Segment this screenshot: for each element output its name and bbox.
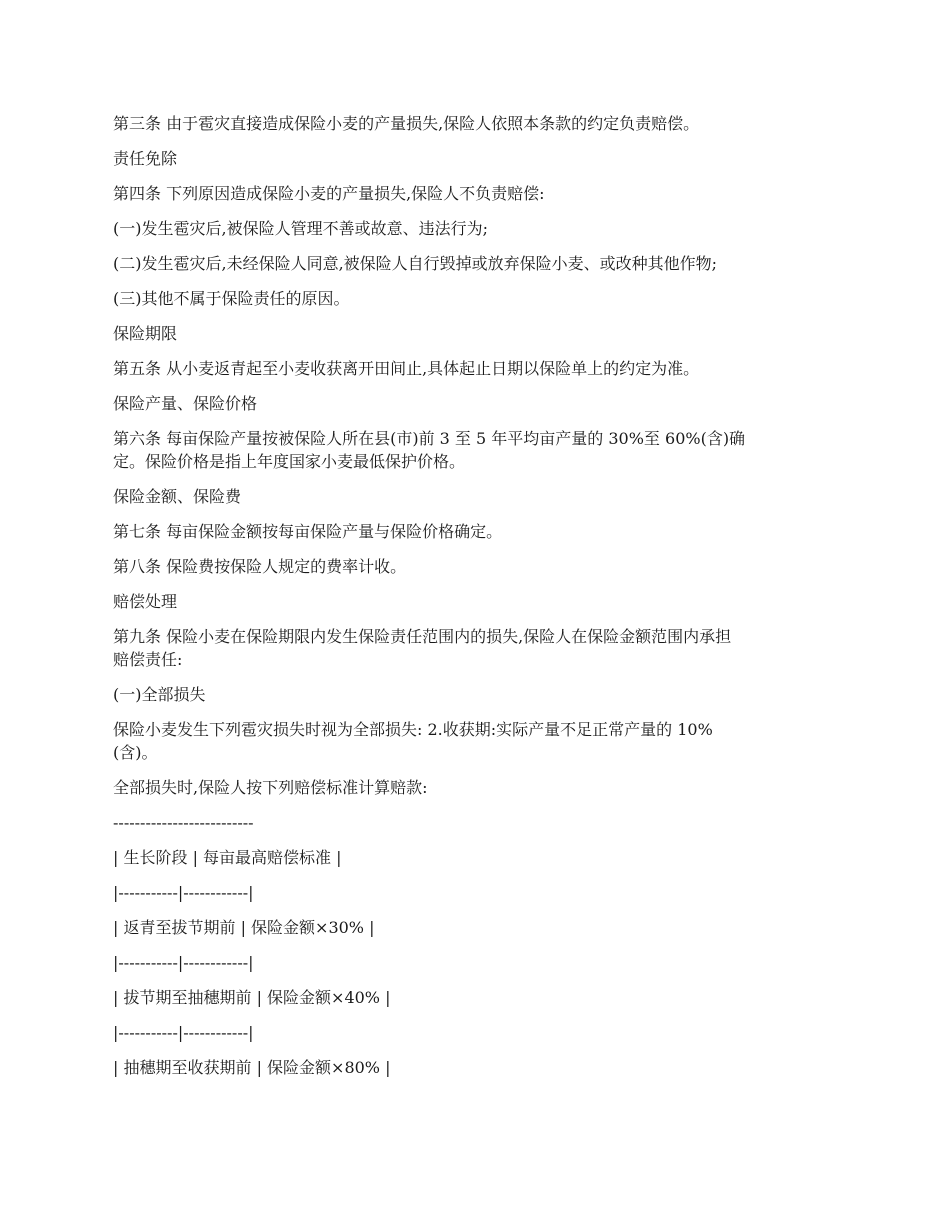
table-row (113, 1056, 835, 1079)
text-line: 责任免除 (113, 149, 178, 168)
clause-4-item-2 (113, 252, 835, 275)
section-heading-amount-premium (113, 485, 835, 508)
section-heading-exclusions (113, 147, 835, 170)
text-line: (二)发生雹灾后,未经保险人同意,被保险人自行毁掉或放弃保险小麦、或改种其他作物; (113, 254, 718, 273)
clause-9-item-1 (113, 683, 835, 706)
table-separator (113, 951, 835, 974)
total-loss-definition (113, 718, 835, 764)
clause-5 (113, 357, 835, 380)
section-heading-period (113, 322, 835, 345)
clause-3 (113, 112, 835, 135)
text-line: (一)全部损失 (113, 685, 206, 704)
text-line: 保险期限 (113, 324, 178, 343)
clause-9 (113, 625, 835, 671)
section-heading-claims (113, 590, 835, 613)
text-line: |-----------|------------| (113, 1023, 254, 1042)
text-line: | 拔节期至抽穗期前 | 保险金额×40% | (113, 988, 391, 1007)
text-line: 保险产量、保险价格 (113, 394, 258, 413)
text-line: 保险小麦发生下列雹灾损失时视为全部损失: 2.收获期:实际产量不足正常产量的 10% (113, 720, 713, 739)
text-line: 第七条 每亩保险金额按每亩保险产量与保险价格确定。 (113, 522, 503, 541)
text-line: 第五条 从小麦返青起至小麦收获离开田间止,具体起止日期以保险单上的约定为准。 (113, 359, 700, 378)
section-heading-yield-price (113, 392, 835, 415)
text-line: |-----------|------------| (113, 883, 254, 902)
text-line: 第八条 保险费按保险人规定的费率计收。 (113, 557, 407, 576)
text-line: 赔偿处理 (113, 592, 178, 611)
text-line: (三)其他不属于保险责任的原因。 (113, 289, 350, 308)
table-separator (113, 881, 835, 904)
text-line: 第四条 下列原因造成保险小麦的产量损失,保险人不负责赔偿: (113, 184, 545, 203)
total-loss-compensation-intro (113, 776, 835, 799)
text-line: 第六条 每亩保险产量按被保险人所在县(市)前 3 至 5 年平均亩产量的 30%至 60%(含)确 (113, 429, 746, 448)
text-line: |-----------|------------| (113, 953, 254, 972)
table-rule-top (113, 811, 835, 834)
clause-7 (113, 520, 835, 543)
table-header-row (113, 846, 835, 869)
text-line: (含)。 (113, 743, 158, 762)
table-separator (113, 1021, 835, 1044)
text-line: | 返青至拔节期前 | 保险金额×30% | (113, 918, 375, 937)
table-row (113, 916, 835, 939)
text-line: 第九条 保险小麦在保险期限内发生保险责任范围内的损失,保险人在保险金额范围内承担 (113, 627, 732, 646)
text-line: 全部损失时,保险人按下列赔偿标准计算赔款: (113, 778, 428, 797)
text-line: 保险金额、保险费 (113, 487, 242, 506)
clause-8 (113, 555, 835, 578)
clause-4-item-3 (113, 287, 835, 310)
text-line: 定。保险价格是指上年度国家小麦最低保护价格。 (113, 452, 466, 471)
table-row (113, 986, 835, 1009)
clause-6 (113, 427, 835, 473)
clause-4 (113, 182, 835, 205)
text-line: -------------------------- (113, 813, 254, 832)
text-line: | 生长阶段 | 每亩最高赔偿标准 | (113, 848, 342, 867)
text-line: | 抽穗期至收获期前 | 保险金额×80% | (113, 1058, 391, 1077)
text-line: 赔偿责任: (113, 650, 183, 669)
text-line: 第三条 由于雹灾直接造成保险小麦的产量损失,保险人依照本条款的约定负责赔偿。 (113, 114, 700, 133)
clause-4-item-1 (113, 217, 835, 240)
document-body (113, 112, 835, 1091)
text-line: (一)发生雹灾后,被保险人管理不善或故意、违法行为; (113, 219, 488, 238)
